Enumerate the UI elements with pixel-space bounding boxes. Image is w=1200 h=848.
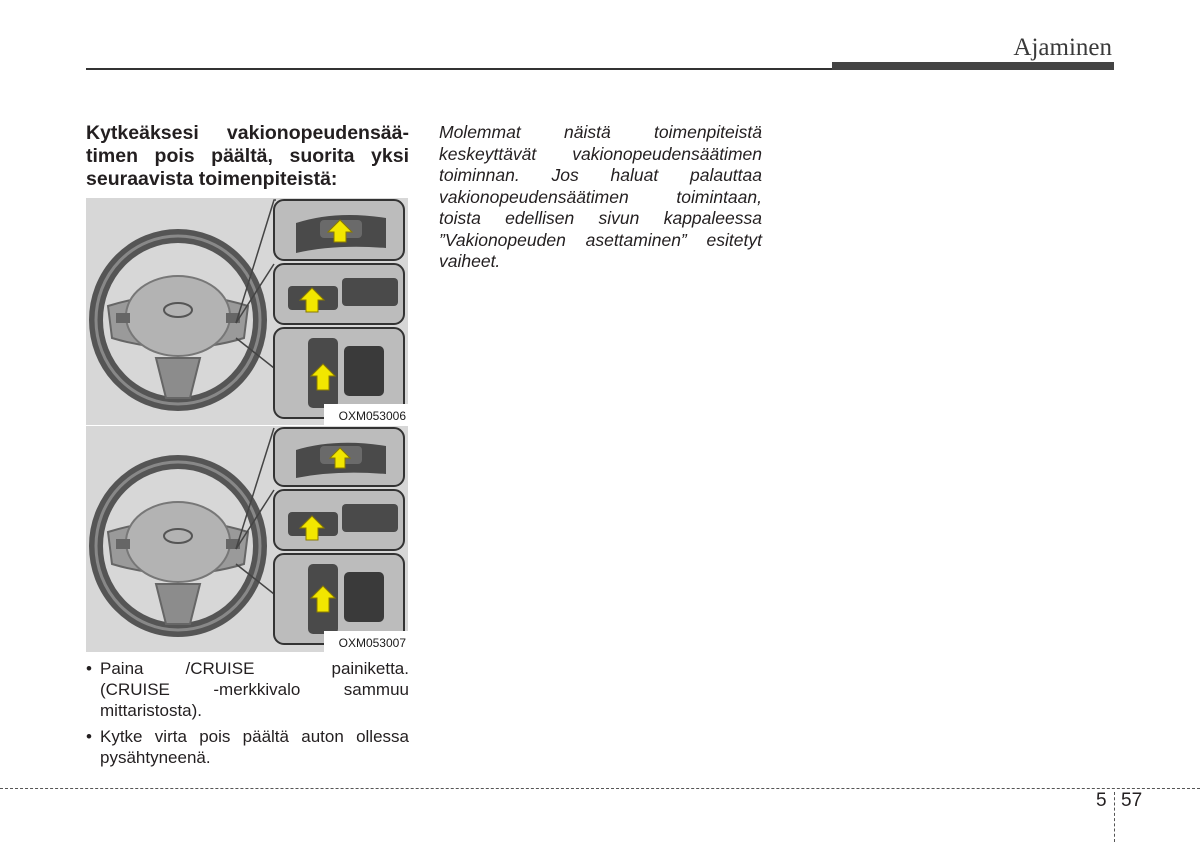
page-number: 57 — [1121, 790, 1143, 811]
bullet-list — [86, 658, 409, 773]
bullet-icon: • — [86, 659, 92, 678]
header-rule-accent — [832, 62, 1114, 70]
steering-wheel-illustration — [86, 198, 408, 425]
bullet-text-end: /CRUISE painiketta. (CRUISE -merkkivalo sammuu mittaristosta). — [100, 659, 409, 720]
inset-panel-top — [274, 200, 404, 260]
right-column-paragraph: Molemmat näistä toimenpiteistä keskeyttävät vakionopeudensäätimen toiminnan. Jos haluat palauttaa vakionopeudensäätimen toimintaan, toista edellisen sivun kappaleessa ”Vakionopeuden asettaminen” esitetyt vaiheet. — [439, 122, 762, 271]
figure-code: OXM053007 — [338, 636, 406, 650]
bullet-icon: • — [86, 727, 92, 746]
section-heading: Kytkeäksesi vakionopeudensäätimen pois päältä, suorita yksi seuraavista toimenpiteistä: — [86, 122, 409, 190]
figure-code: OXM053006 — [338, 409, 406, 423]
steering-wheel-figure-2 — [86, 426, 408, 652]
steering-wheel-illustration — [86, 426, 408, 652]
steering-wheel-figure-1 — [86, 198, 408, 425]
inset-panel-bottom — [274, 554, 404, 644]
bullet-text: Kytke virta pois päältä auton ollessa pysähtyneenä. — [100, 727, 409, 767]
inset-panel-top — [274, 428, 404, 486]
footer-dashed-line — [0, 788, 1200, 789]
header-title: Ajaminen — [1013, 34, 1112, 61]
list-item — [86, 658, 409, 721]
page-separator — [1114, 792, 1115, 842]
inset-panel-middle — [274, 490, 404, 550]
list-item — [86, 726, 409, 768]
inset-panel-middle — [274, 264, 404, 324]
bullet-text-start: Paina — [100, 659, 144, 678]
chapter-number: 5 — [1096, 790, 1107, 811]
